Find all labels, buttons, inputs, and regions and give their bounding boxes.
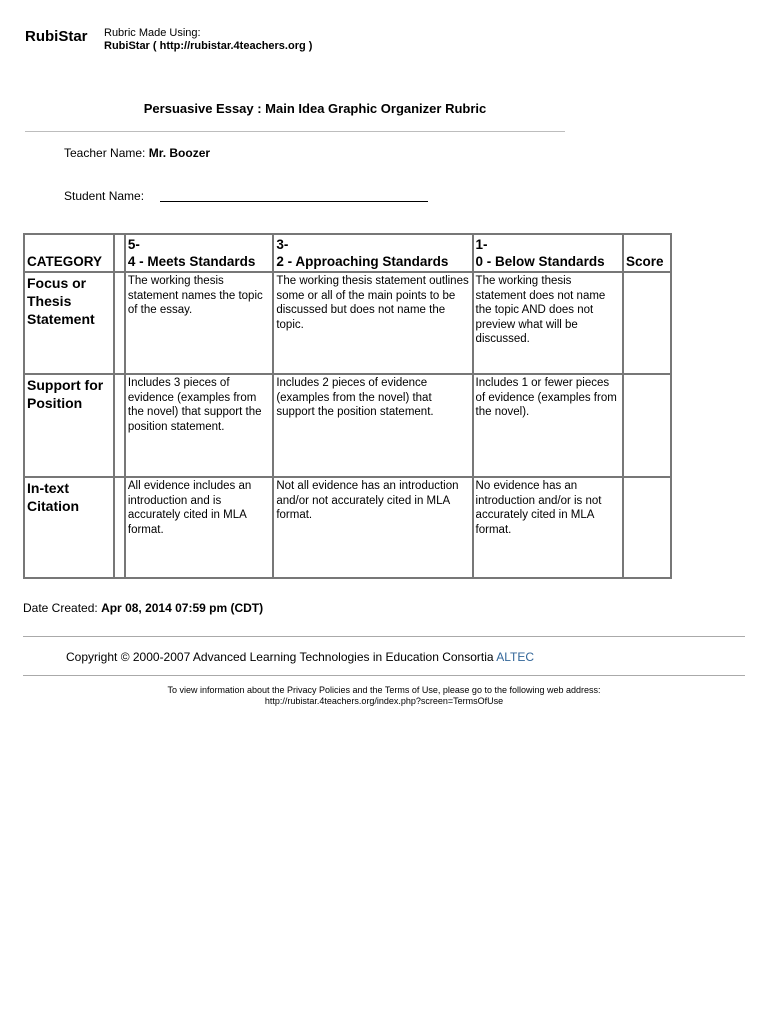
cell-score (623, 374, 671, 477)
cell-score (623, 272, 671, 374)
divider (23, 675, 745, 676)
divider (25, 131, 565, 132)
header-spacer (114, 234, 125, 272)
page-title: Persuasive Essay : Main Idea Graphic Organizer Rubric (143, 101, 487, 116)
header-meets-label: 4 - Meets Standards (127, 254, 256, 269)
cell-score (623, 477, 671, 578)
header-approaching-points: 3- (276, 237, 289, 252)
header-category: CATEGORY (24, 234, 114, 272)
header-meets (125, 234, 273, 272)
cell-below: No evidence has an introduction and/or is not accurately cited in MLA format. (473, 477, 623, 578)
header-approaching (273, 234, 472, 272)
cell-meets: All evidence includes an introduction and is accurately cited in MLA format. (125, 477, 273, 578)
cell-meets: The working thesis statement names the topic of the essay. (125, 272, 273, 374)
row-spacer (114, 374, 125, 477)
table-header-row (24, 234, 671, 272)
header-approaching-label: 2 - Approaching Standards (276, 254, 449, 269)
privacy-text: To view information about the Privacy Policies and the Terms of Use, please go to the following web address: (167, 685, 601, 695)
cell-below: Includes 1 or fewer pieces of evidence (examples from the novel). (473, 374, 623, 477)
cell-approaching: Includes 2 pieces of evidence (examples from the novel) that support the position statement. (273, 374, 472, 477)
header-below (473, 234, 623, 272)
row-spacer (114, 272, 125, 374)
teacher-name (64, 146, 210, 160)
teacher-label: Teacher Name: (64, 146, 146, 160)
cell-approaching: Not all evidence has an introduction and/or not accurately cited in MLA format. (273, 477, 472, 578)
date-label: Date Created: (23, 601, 98, 615)
privacy-notice (0, 685, 768, 707)
header-below-label: 0 - Below Standards (475, 254, 605, 269)
cell-meets: Includes 3 pieces of evidence (examples from the novel) that support the position statement. (125, 374, 273, 477)
date-created (23, 601, 263, 615)
table-row (24, 477, 671, 578)
date-value: Apr 08, 2014 07:59 pm (CDT) (101, 601, 264, 615)
altec-link[interactable]: ALTEC (496, 650, 535, 664)
made-using (104, 27, 312, 53)
copyright (66, 650, 534, 664)
header-score: Score (623, 234, 671, 272)
header-meets-points: 5- (127, 237, 140, 252)
header-below-points: 1- (475, 237, 488, 252)
brand-logo: RubiStar (25, 28, 88, 45)
rubric-table (23, 233, 672, 579)
row-spacer (114, 477, 125, 578)
terms-of-use-link[interactable]: http://rubistar.4teachers.org/index.php?screen=TermsOfUse (264, 696, 504, 706)
rubistar-link[interactable]: RubiStar ( http://rubistar.4teachers.org ) (104, 40, 313, 52)
student-name-blank (160, 190, 428, 202)
cell-approaching: The working thesis statement outlines some or all of the main points to be discussed but does not name the topic. (273, 272, 472, 374)
teacher-value: Mr. Boozer (148, 146, 211, 160)
row-category: Support for Position (24, 374, 114, 477)
row-category: In-text Citation (24, 477, 114, 578)
student-label: Student Name: (64, 189, 145, 203)
row-category: Focus or Thesis Statement (24, 272, 114, 374)
divider (23, 636, 745, 637)
table-row (24, 272, 671, 374)
copyright-text: Copyright © 2000-2007 Advanced Learning Technologies in Education Consortia (66, 650, 494, 664)
table-row (24, 374, 671, 477)
made-using-label: Rubric Made Using: (104, 27, 201, 39)
student-name (64, 189, 428, 203)
cell-below: The working thesis statement does not name the topic AND does not preview what will be discussed. (473, 272, 623, 374)
